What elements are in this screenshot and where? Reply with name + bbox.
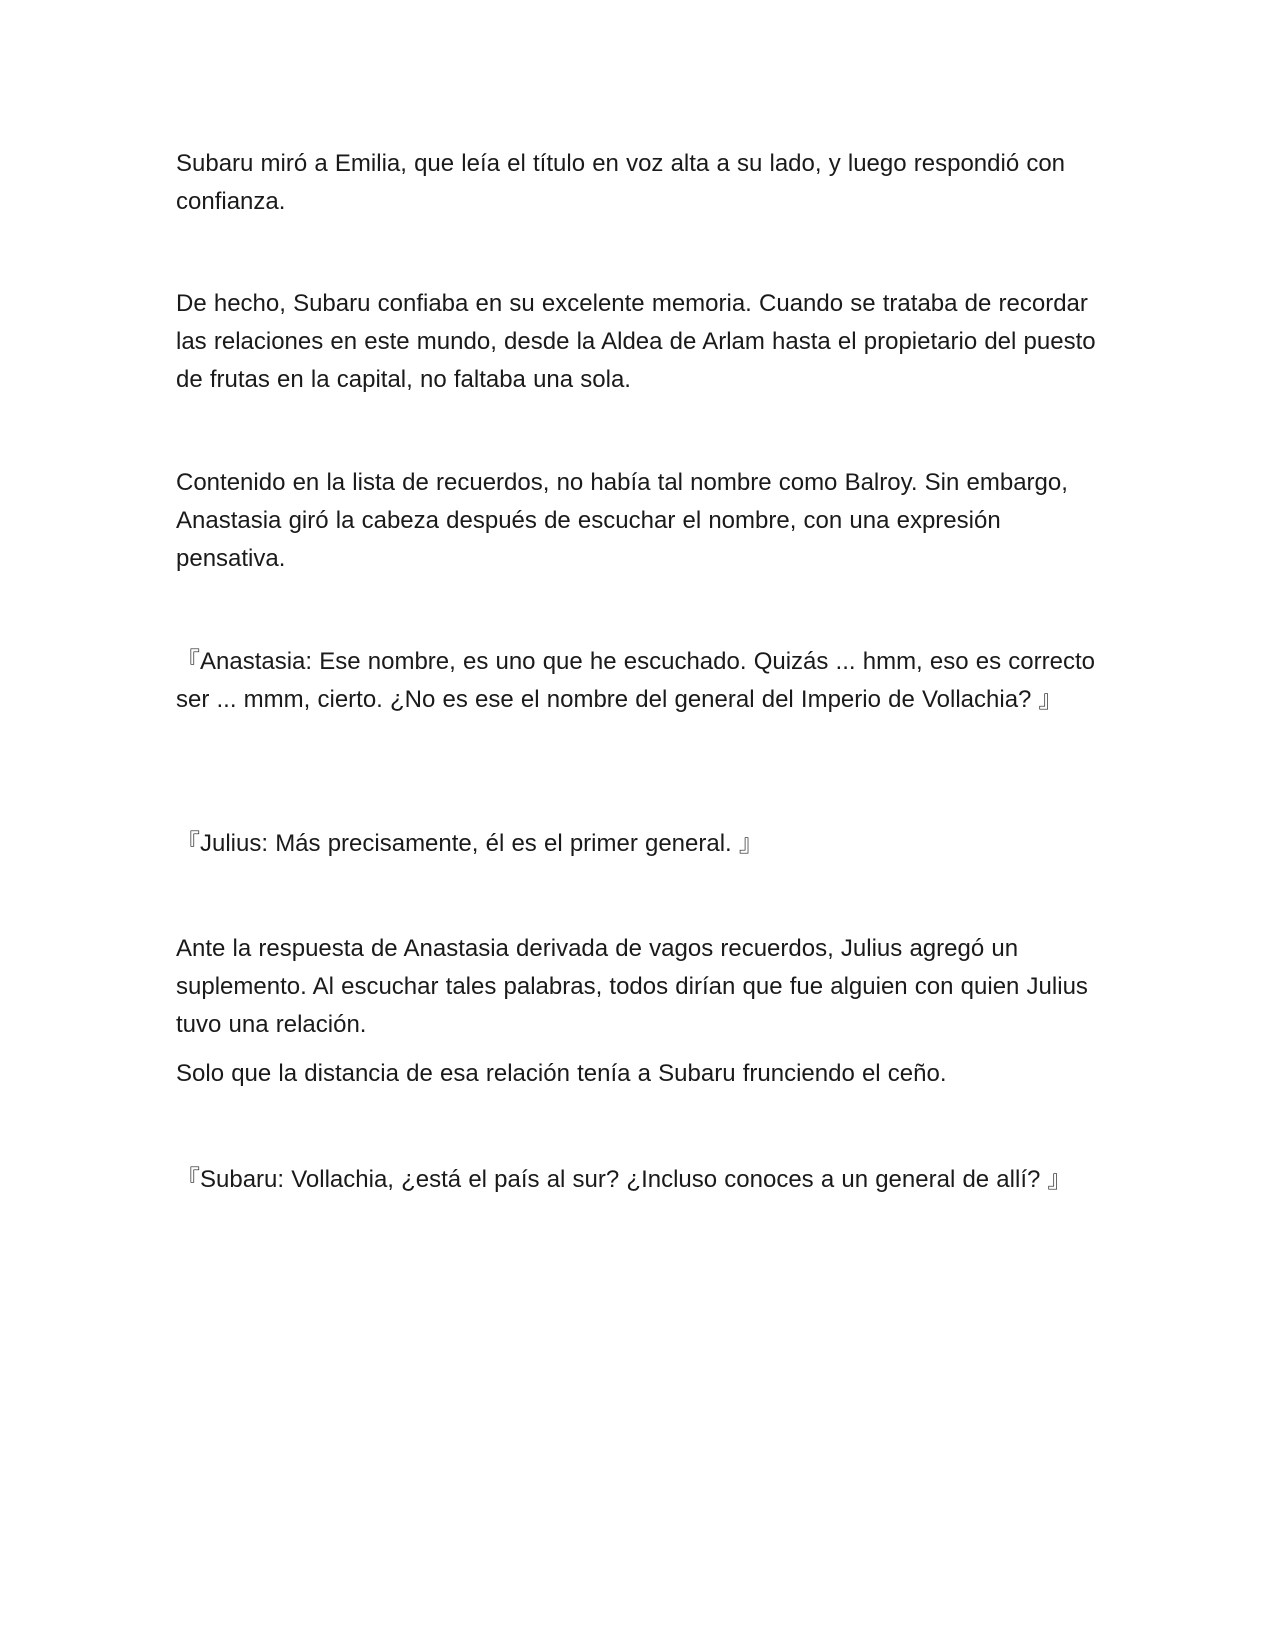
dialogue-julius: 『Julius: Más precisamente, él es el primer general. 』 (176, 830, 763, 857)
dialogue-anastasia: 『Anastasia: Ese nombre, es uno que he escuchado. Quizás ... hmm, eso es correcto ser ... mmm, cierto. ¿No es ese el nombre del general del Imperio de Vollachia? 』 (176, 648, 1095, 713)
paragraph-4: Ante la respuesta de Anastasia derivada de vagos recuerdos, Julius agregó un suplemento. Al escuchar tales palabras, todos dirían que fue alguien con quien Julius tuvo una relación. (176, 935, 1088, 1038)
paragraph-5: Solo que la distancia de esa relación tenía a Subaru frunciendo el ceño. (176, 1060, 947, 1087)
paragraph-2: De hecho, Subaru confiaba en su excelente memoria. Cuando se trataba de recordar las relaciones en este mundo, desde la Aldea de Arlam hasta el propietario del puesto de frutas en la capital, no faltaba una sola. (176, 290, 1096, 393)
dialogue-subaru: 『Subaru: Vollachia, ¿está el país al sur? ¿Incluso conoces a un general de allí? 』 (176, 1166, 1072, 1193)
paragraph-3: Contenido en la lista de recuerdos, no había tal nombre como Balroy. Sin embargo, Anastasia giró la cabeza después de escuchar el nombre, con una expresión pensativa. (176, 469, 1068, 572)
paragraph-1: Subaru miró a Emilia, que leía el título en voz alta a su lado, y luego respondió con confianza. (176, 150, 1066, 215)
